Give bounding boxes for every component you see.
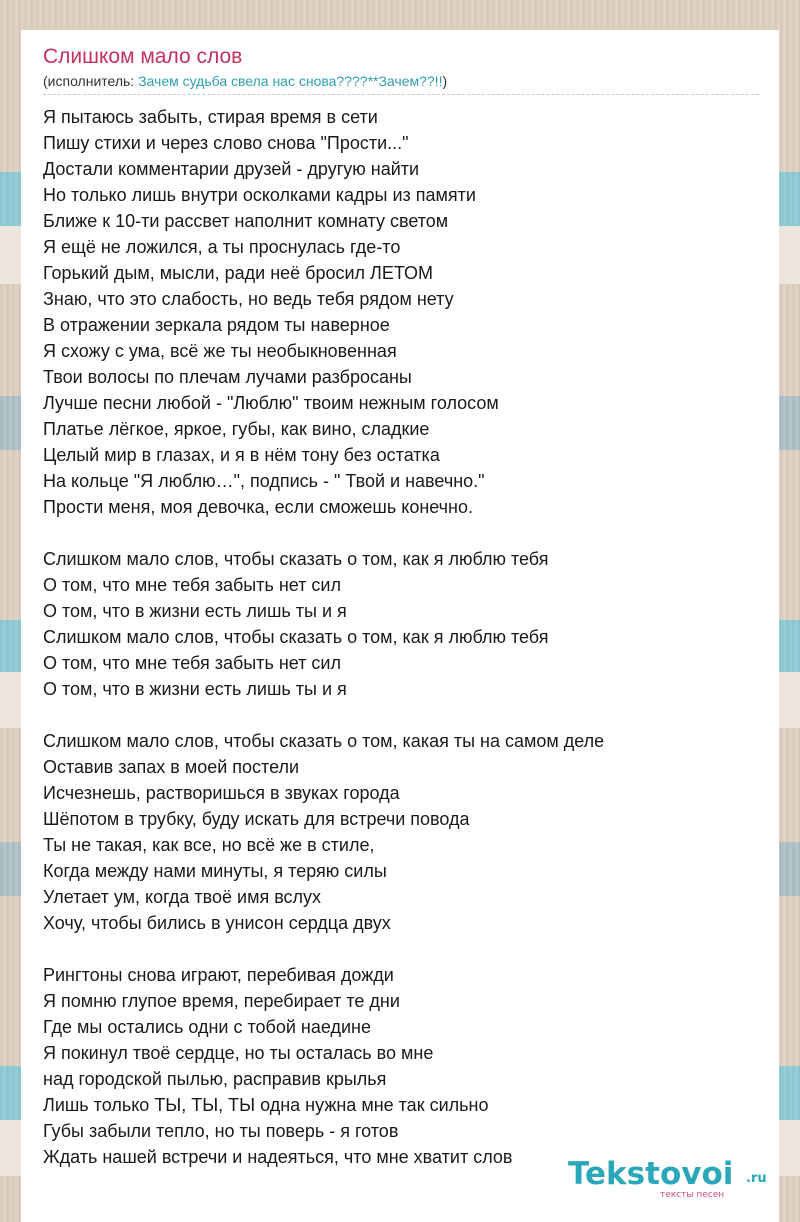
song-title: Слишком мало слов [43,45,243,68]
stanza-gap [43,520,759,546]
lyric-line: над городской пылью, расправив крылья [43,1069,387,1089]
lyric-line: Я помню глупое время, перебирает те дни [43,991,400,1011]
lyric-line: Слишком мало слов, чтобы сказать о том, как я люблю тебя [43,627,549,647]
song-header [43,44,759,91]
logo-domain: .ru [746,1171,767,1186]
lyric-line: Хочу, чтобы бились в унисон сердца двух [43,913,391,933]
lyric-line: Ты не такая, как все, но всё же в стиле, [43,835,375,855]
lyric-line: Рингтоны снова играют, перебивая дожди [43,965,394,985]
lyric-line: Целый мир в глазах, и я в нём тону без остатка [43,445,440,465]
lyric-line: Ждать нашей встречи и надеяться, что мне хватит слов [43,1147,513,1167]
performer-label: (исполнитель: [43,73,139,89]
site-logo[interactable] [568,1156,783,1206]
lyric-line: Ближе к 10-ти рассвет наполнит комнату светом [43,211,449,231]
lyric-line: Слишком мало слов, чтобы сказать о том, как я люблю тебя [43,549,549,569]
lyric-line: О том, что в жизни есть лишь ты и я [43,601,347,621]
lyric-line: Платье лёгкое, яркое, губы, как вино, сладкие [43,419,430,439]
lyric-line: Слишком мало слов, чтобы сказать о том, какая ты на самом деле [43,731,605,751]
header-divider [43,94,759,95]
lyric-line: Пишу стихи и через слово снова "Прости..." [43,133,409,153]
performer-line [43,71,759,91]
lyric-line: Когда между нами минуты, я теряю силы [43,861,387,881]
lyric-line: Я схожу с ума, всё же ты необыкновенная [43,341,397,361]
lyric-line: Исчезнешь, растворишься в звуках города [43,783,400,803]
performer-link[interactable]: Зачем судьба свела нас снова????**Зачем??!! [138,73,443,89]
logo-tagline: тексты песен [660,1190,725,1200]
lyric-line: Где мы остались одни с тобой наедине [43,1017,371,1037]
logo-wordmark: Tekstovoi [568,1156,734,1192]
lyric-line: О том, что мне тебя забыть нет сил [43,575,341,595]
stanza-gap [43,936,759,962]
lyric-line: Губы забыли тепло, но ты поверь - я готов [43,1121,399,1141]
lyric-line: Я пытаюсь забыть, стирая время в сети [43,107,378,127]
lyric-line: Я ещё не ложился, а ты проснулась где-то [43,237,401,257]
lyric-line: Достали комментарии друзей - другую найти [43,159,420,179]
lyric-line: Лучше песни любой - "Люблю" твоим нежным голосом [43,393,499,413]
lyric-line: На кольце "Я люблю…", подпись - " Твой и навечно." [43,471,485,491]
performer-close: ) [442,73,448,89]
lyric-line: Горький дым, мысли, ради неё бросил ЛЕТОМ [43,263,434,283]
lyric-line: Я покинул твоё сердце, но ты осталась во мне [43,1043,434,1063]
lyric-line: Знаю, что это слабость, но ведь тебя рядом нету [43,289,454,309]
lyrics-text [43,104,759,1170]
lyric-line: Прости меня, моя девочка, если сможешь конечно. [43,497,474,517]
lyric-line: Улетает ум, когда твоё имя вслух [43,887,322,907]
lyric-line: Шёпотом в трубку, буду искать для встречи повода [43,809,470,829]
lyric-line: Но только лишь внутри осколками кадры из памяти [43,185,476,205]
stanza-gap [43,702,759,728]
lyric-line: О том, что в жизни есть лишь ты и я [43,679,347,699]
lyric-line: Твои волосы по плечам лучами разбросаны [43,367,412,387]
lyric-line: В отражении зеркала рядом ты наверное [43,315,390,335]
lyric-line: Лишь только ТЫ, ТЫ, ТЫ одна нужна мне так сильно [43,1095,489,1115]
lyric-line: О том, что мне тебя забыть нет сил [43,653,341,673]
lyric-line: Оставив запах в моей постели [43,757,300,777]
